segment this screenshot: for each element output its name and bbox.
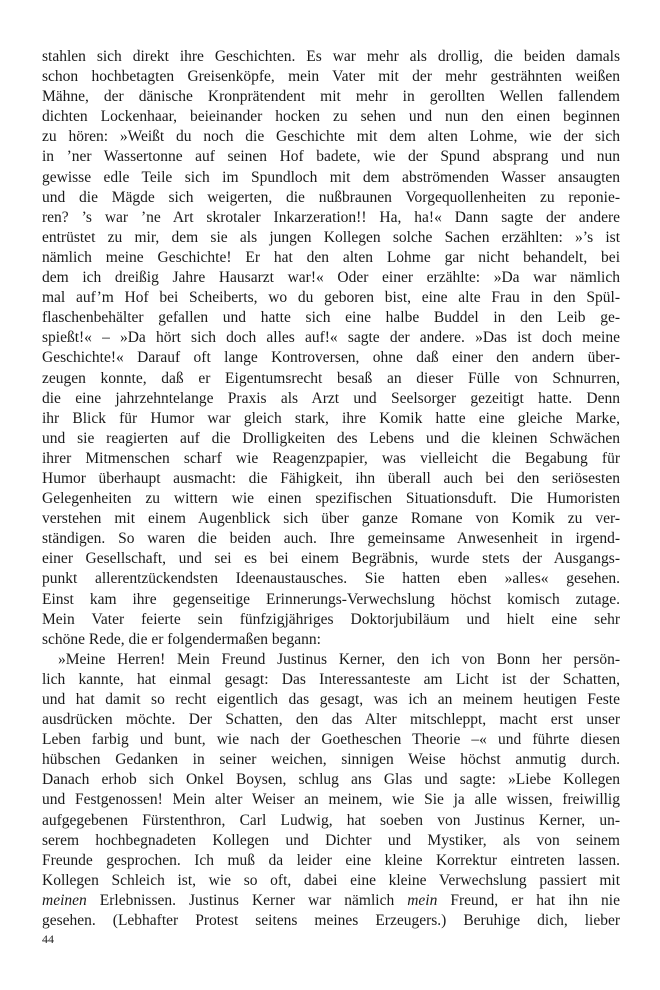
text-line: entrüstet zu mir, dem sie als jungen Kollegen solche Sachen erzählten: »’s ist (42, 228, 620, 246)
text-line: gesehen. (Lebhafter Protest seitens meines Erzeugers.) Beruhige dich, lieber (42, 912, 620, 930)
text-line: hübschen Gedanken in seiner weichen, sinnigen Weise höchst anmutig durch. (42, 751, 620, 769)
text-line: einer Gesellschaft, und sei es bei einem Begräbnis, wurde stets der Ausgangs- (42, 550, 620, 568)
text-line: ren? ’s war ’ne Art skrotaler Inkarzeration!! Ha, ha!« Dann sagte der andere (42, 208, 620, 226)
text-line: Humor überhaupt ausmacht: die Fähigkeit, ihn überall auch bei den seriösesten (42, 469, 620, 487)
text-line: spießt!« – »Da hört sich doch alles auf!« sagte der andere. »Das ist doch meine (42, 329, 620, 347)
text-line: Mähne, der dänische Kronprätendent mit mehr in gerollten Wellen fallendem (42, 88, 620, 106)
text-line: lich kannte, hat einmal gesagt: Das Interessanteste am Licht ist der Schatten, (42, 670, 620, 688)
emphasis-text: meinen (42, 891, 87, 909)
text-line: Geschichte!« Darauf oft lange Kontroversen, ohne daß einer den andern über- (42, 349, 620, 367)
text-line: dichten Lockenhaar, beieinander hocken zu sehen und nun den einen beginnen (42, 108, 620, 126)
text-line: stahlen sich direkt ihre Geschichten. Es war mehr als drollig, die beiden damals (42, 48, 620, 65)
emphasis-text: mein (407, 891, 438, 909)
body-text (42, 47, 620, 931)
text-line: Freunde gesprochen. Ich muß da leider eine kleine Korrektur eintreten lassen. (42, 851, 620, 869)
text-line: flaschenbehälter gefallen und hatte sich eine halbe Buddel in den Leib ge- (42, 309, 620, 327)
text-segment: Erlebnissen. Justinus Kerner war nämlich (86, 891, 408, 909)
text-line: Danach erhob sich Onkel Boysen, schlug ans Glas und sagte: »Liebe Kollegen (42, 771, 620, 789)
text-line: ihr Blick für Humor war gleich stark, ihre Komik hatte eine gleiche Marke, (42, 409, 620, 427)
text-line: in ’ner Wassertonne auf seinen Hof badete, wie der Spund absprang und nun (42, 148, 620, 166)
text-line: punkt allerentzückendsten Ideenaustausches. Sie hatten eben »alles« gesehen. (42, 570, 620, 588)
text-line: Leben farbig und bunt, wie nach der Goetheschen Theorie –« und führte diesen (42, 731, 620, 749)
text-segment: Freund, er hat ihn nie (437, 891, 620, 909)
text-line: serem hochbegnadeten Kollegen und Dichter und Mystiker, als von seinem (42, 831, 620, 849)
text-line: ständigen. So waren die beiden auch. Ihre gemeinsame Anwesenheit in irgend- (42, 530, 620, 548)
text-line: schon hochbetagten Greisenköpfe, mein Vater mit der mehr gesträhnten weißen (42, 68, 620, 86)
text-line: die eine jahrzehntelange Praxis als Arzt und Seelsorger gezeitigt hatte. Denn (42, 389, 620, 407)
text-line: aufgegebenen Fürstenthron, Carl Ludwig, hat soeben von Justinus Kerner, un- (42, 811, 620, 829)
text-line: Kollegen Schleich ist, wie so oft, dabei eine kleine Verwechslung passiert mit (42, 871, 620, 889)
text-line: ausdrücken möchte. Der Schatten, den das Alter mitschleppt, macht erst unser (42, 711, 620, 729)
text-line: Einst kam ihre gegenseitige Erinnerungs-Verwechslung höchst komisch zutage. (42, 590, 620, 608)
text-line: gewisse edle Teile sich im Spundloch mit dem abströmenden Wasser ansaugten (42, 168, 620, 186)
text-line: dem ich dreißig Jahre Hausarzt war!« Oder einer erzählte: »Da war nämlich (42, 269, 620, 287)
text-line (42, 891, 620, 911)
text-line: und Festgenossen! Mein alter Weiser an meinem, wie Sie ja alle wissen, freiwillig (42, 791, 620, 809)
text-line: und sie reagierten auf die Drolligkeiten des Lebens und die kleinen Schwächen (42, 429, 620, 447)
text-line: Mein Vater feierte sein fünfzigjähriges Doktorjubiläum und hielt eine sehr (42, 610, 620, 628)
text-line: und hat damit so recht eigentlich das gesagt, was ich an meinem heutigen Feste (42, 691, 620, 708)
text-line: zu hören: »Weißt du noch die Geschichte mit dem alten Lohme, wie der sich (42, 128, 620, 146)
page-number: 44 (42, 932, 54, 946)
text-line: »Meine Herren! Mein Freund Justinus Kerner, den ich von Bonn her persön- (58, 650, 620, 668)
text-line: zeugen konnte, daß er Eigentumsrecht besaß an dieser Fülle von Schnurren, (42, 369, 620, 387)
text-line: Gelegenheiten zu wittern wie einen spezifischen Situationsduft. Die Humoristen (42, 490, 620, 508)
text-line: schöne Rede, die er folgendermaßen begann: (42, 630, 321, 648)
text-line: verstehen mit einem Augenblick sich über ganze Romane von Komik zu ver- (42, 510, 620, 528)
text-line: nämlich meine Geschichte! Er hat den alten Lohme gar nicht behandelt, bei (42, 248, 620, 266)
text-line: und die Mägde sich weigerten, die nußbraunen Vorgequollenheiten zu reponie- (42, 188, 620, 206)
text-line: ihrer Mitmenschen scharf wie Reagenzpapier, was vielleicht die Begabung für (42, 449, 620, 467)
text-line: mal auf’m Hof bei Scheiberts, wo du geboren bist, eine alte Frau in den Spül- (42, 289, 620, 307)
